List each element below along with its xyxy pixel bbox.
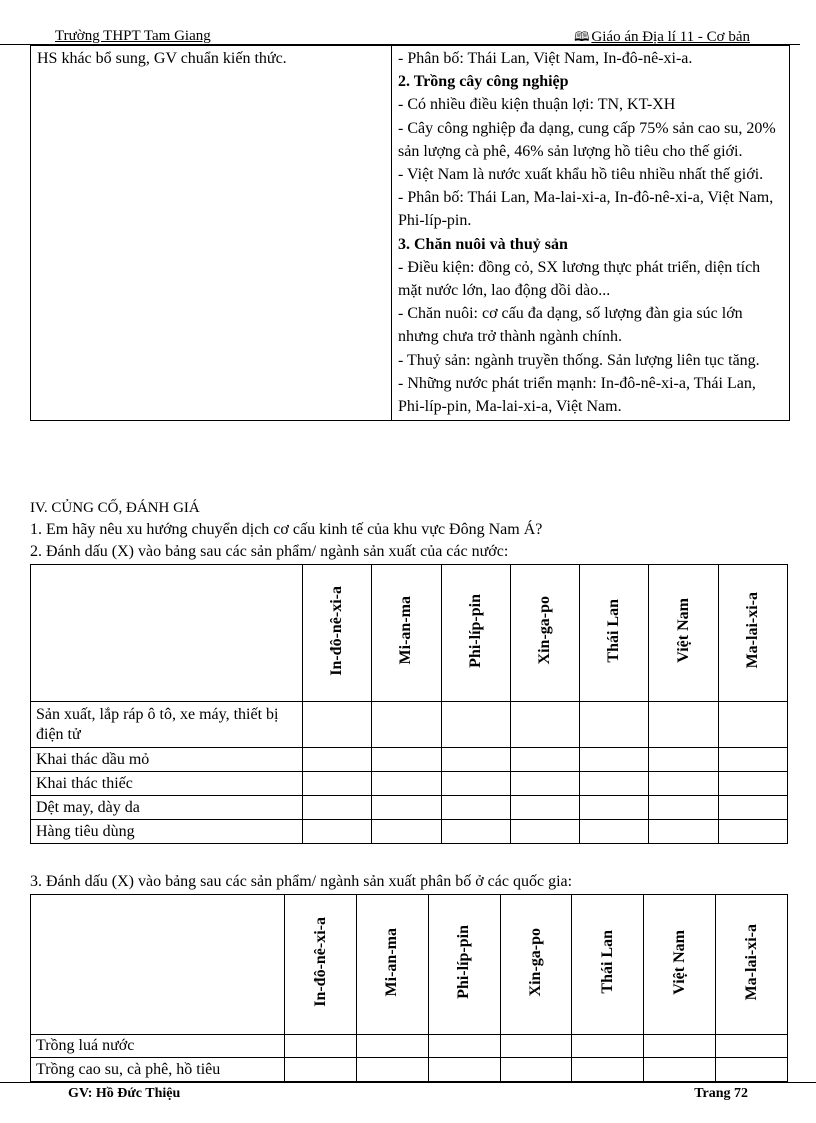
content-line: - Phân bố: Thái Lan, Việt Nam, In-đô-nê-xi-a. xyxy=(398,50,693,67)
mark-cell[interactable] xyxy=(580,820,649,844)
country-name: Mi-an-ma xyxy=(383,927,401,997)
content-cell xyxy=(392,46,790,421)
footer-divider xyxy=(0,1082,816,1083)
mark-cell[interactable] xyxy=(500,1035,572,1058)
country-header xyxy=(500,895,572,1035)
mark-cell[interactable] xyxy=(372,820,441,844)
mark-cell[interactable] xyxy=(716,1035,788,1058)
country-header xyxy=(372,565,441,702)
row-label: Sản xuất, lắp ráp ô tô, xe máy, thiết bị điện tử xyxy=(31,702,303,748)
teacher-name: GV: Hồ Đức Thiệu xyxy=(68,1086,181,1101)
country-name: In-đô-nê-xi-a xyxy=(311,917,329,1007)
mark-cell[interactable] xyxy=(441,748,510,772)
corner-cell xyxy=(31,565,303,702)
content-line: - Việt Nam là nước xuất khẩu hồ tiêu nhiều nhất thế giới. xyxy=(398,166,764,184)
content-heading: 3. Chăn nuôi và thuỷ sản xyxy=(398,235,568,253)
mark-cell[interactable] xyxy=(441,702,510,748)
mark-cell[interactable] xyxy=(372,772,441,796)
activity-text: HS khác bổ sung, GV chuẩn kiến thức. xyxy=(37,50,287,67)
country-name: Thái Lan xyxy=(598,930,616,994)
school-name: Trường THPT Tam Giang xyxy=(55,28,211,44)
mark-cell[interactable] xyxy=(302,702,371,748)
content-line: - Những nước phát triển mạnh: In-đô-nê-xi-a, Thái Lan, Phi-líp-pin, Ma-lai-xi-a, Việt Nam. xyxy=(398,374,756,416)
mark-cell[interactable] xyxy=(428,1035,500,1058)
mark-cell[interactable] xyxy=(302,748,371,772)
mark-cell[interactable] xyxy=(356,1058,428,1082)
mark-cell[interactable] xyxy=(649,702,718,748)
country-name: Mi-an-ma xyxy=(397,596,415,665)
content-line: - Thuỷ sản: ngành truyền thống. Sản lượng liên tục tăng. xyxy=(398,351,760,369)
mark-cell[interactable] xyxy=(302,820,371,844)
mark-cell[interactable] xyxy=(649,796,718,820)
table-row xyxy=(31,796,788,820)
mark-cell[interactable] xyxy=(372,796,441,820)
mark-cell[interactable] xyxy=(510,702,579,748)
country-name: Thái Lan xyxy=(605,598,623,663)
mark-cell[interactable] xyxy=(302,796,371,820)
content-line: - Có nhiều điều kiện thuận lợi: TN, KT-XH xyxy=(398,96,676,114)
mark-cell[interactable] xyxy=(441,820,510,844)
table-row xyxy=(31,820,788,844)
country-header xyxy=(428,895,500,1035)
mark-cell[interactable] xyxy=(644,1058,716,1082)
mark-cell[interactable] xyxy=(649,772,718,796)
mark-cell[interactable] xyxy=(716,1058,788,1082)
question-2: 2. Đánh dấu (X) vào bảng sau các sản phẩm/ ngành sản xuất của các nước: xyxy=(30,543,509,560)
doc-title: Giáo án Địa lí 11 - Cơ bản xyxy=(591,29,750,45)
country-header xyxy=(580,565,649,702)
mark-cell[interactable] xyxy=(510,796,579,820)
mark-cell[interactable] xyxy=(285,1035,357,1058)
country-name: Phi-líp-pin xyxy=(466,593,484,668)
content-heading: 2. Trồng cây công nghiệp xyxy=(398,73,569,91)
mark-cell[interactable] xyxy=(441,772,510,796)
country-name: Ma-lai-xi-a xyxy=(743,592,761,669)
mark-cell[interactable] xyxy=(500,1058,572,1082)
mark-cell[interactable] xyxy=(572,1035,644,1058)
mark-cell[interactable] xyxy=(718,748,787,772)
mark-cell[interactable] xyxy=(441,796,510,820)
products-by-country-table xyxy=(30,564,788,844)
mark-cell[interactable] xyxy=(572,1058,644,1082)
row-label: Khai thác thiếc xyxy=(31,772,303,796)
country-header xyxy=(716,895,788,1035)
table-row xyxy=(31,702,788,748)
row-label: Khai thác dầu mỏ xyxy=(31,748,303,772)
mark-cell[interactable] xyxy=(580,796,649,820)
mark-cell[interactable] xyxy=(428,1058,500,1082)
mark-cell[interactable] xyxy=(372,748,441,772)
mark-cell[interactable] xyxy=(580,772,649,796)
row-label: Dệt may, dày da xyxy=(31,796,303,820)
mark-cell[interactable] xyxy=(285,1058,357,1082)
page-number: Trang 72 xyxy=(694,1086,748,1101)
row-label: Trồng luá nước xyxy=(31,1035,285,1058)
mark-cell[interactable] xyxy=(510,772,579,796)
country-name: In-đô-nê-xi-a xyxy=(328,585,346,676)
country-header xyxy=(510,565,579,702)
country-name: Việt Nam xyxy=(670,929,688,995)
mark-cell[interactable] xyxy=(718,702,787,748)
mark-cell[interactable] xyxy=(356,1035,428,1058)
country-header xyxy=(718,565,787,702)
mark-cell[interactable] xyxy=(580,748,649,772)
content-line: - Điều kiện: đồng cỏ, SX lương thực phát triển, diện tích mặt nước lớn, lao động dồi dào... xyxy=(398,258,761,300)
country-header xyxy=(302,565,371,702)
country-name: Xin-ga-po xyxy=(527,927,544,997)
mark-cell[interactable] xyxy=(644,1035,716,1058)
mark-cell[interactable] xyxy=(649,820,718,844)
mark-cell[interactable] xyxy=(718,772,787,796)
table-row xyxy=(31,748,788,772)
mark-cell[interactable] xyxy=(580,702,649,748)
row-label: Hàng tiêu dùng xyxy=(31,820,303,844)
question-1: 1. Em hãy nêu xu hướng chuyển dịch cơ cấu kinh tế của khu vực Đông Nam Á? xyxy=(30,521,543,538)
book-icon: 🕮 xyxy=(574,29,590,44)
country-header xyxy=(649,565,718,702)
country-header xyxy=(572,895,644,1035)
mark-cell[interactable] xyxy=(718,820,787,844)
content-line: - Chăn nuôi: cơ cấu đa dạng, số lượng đàn gia súc lớn nhưng chưa trở thành ngành chính. xyxy=(398,305,743,346)
activity-cell xyxy=(31,46,392,421)
country-name: Xin-ga-po xyxy=(535,596,553,665)
corner-cell xyxy=(31,895,285,1035)
section-title: IV. CỦNG CỐ, ĐÁNH GIÁ xyxy=(30,500,200,516)
country-header xyxy=(441,565,510,702)
content-line: - Phân bố: Thái Lan, Ma-lai-xi-a, In-đô-nê-xi-a, Việt Nam, Phi-líp-pin. xyxy=(398,189,774,230)
mark-cell[interactable] xyxy=(372,702,441,748)
mark-cell[interactable] xyxy=(649,748,718,772)
table-row xyxy=(31,1058,788,1082)
country-name: Phi-líp-pin xyxy=(455,925,473,999)
question-3: 3. Đánh dấu (X) vào bảng sau các sản phẩm/ ngành sản xuất phân bố ở các quốc gia: xyxy=(30,873,573,890)
lesson-content-table xyxy=(30,45,790,421)
table-row xyxy=(31,1035,788,1058)
content-line: - Cây công nghiệp đa dạng, cung cấp 75% sản cao su, 20% sản lượng cà phê, 46% sản lượng hồ tiêu cho thế giới. xyxy=(398,119,776,160)
mark-cell[interactable] xyxy=(510,820,579,844)
country-name: Ma-lai-xi-a xyxy=(742,923,760,1001)
country-header xyxy=(356,895,428,1035)
distribution-by-country-table xyxy=(30,894,788,1082)
country-header xyxy=(644,895,716,1035)
country-header xyxy=(285,895,357,1035)
mark-cell[interactable] xyxy=(302,772,371,796)
table-row xyxy=(31,772,788,796)
mark-cell[interactable] xyxy=(718,796,787,820)
country-name: Việt Nam xyxy=(674,598,692,663)
row-label: Trồng cao su, cà phê, hồ tiêu xyxy=(31,1058,285,1082)
mark-cell[interactable] xyxy=(510,748,579,772)
page-header xyxy=(0,24,800,45)
